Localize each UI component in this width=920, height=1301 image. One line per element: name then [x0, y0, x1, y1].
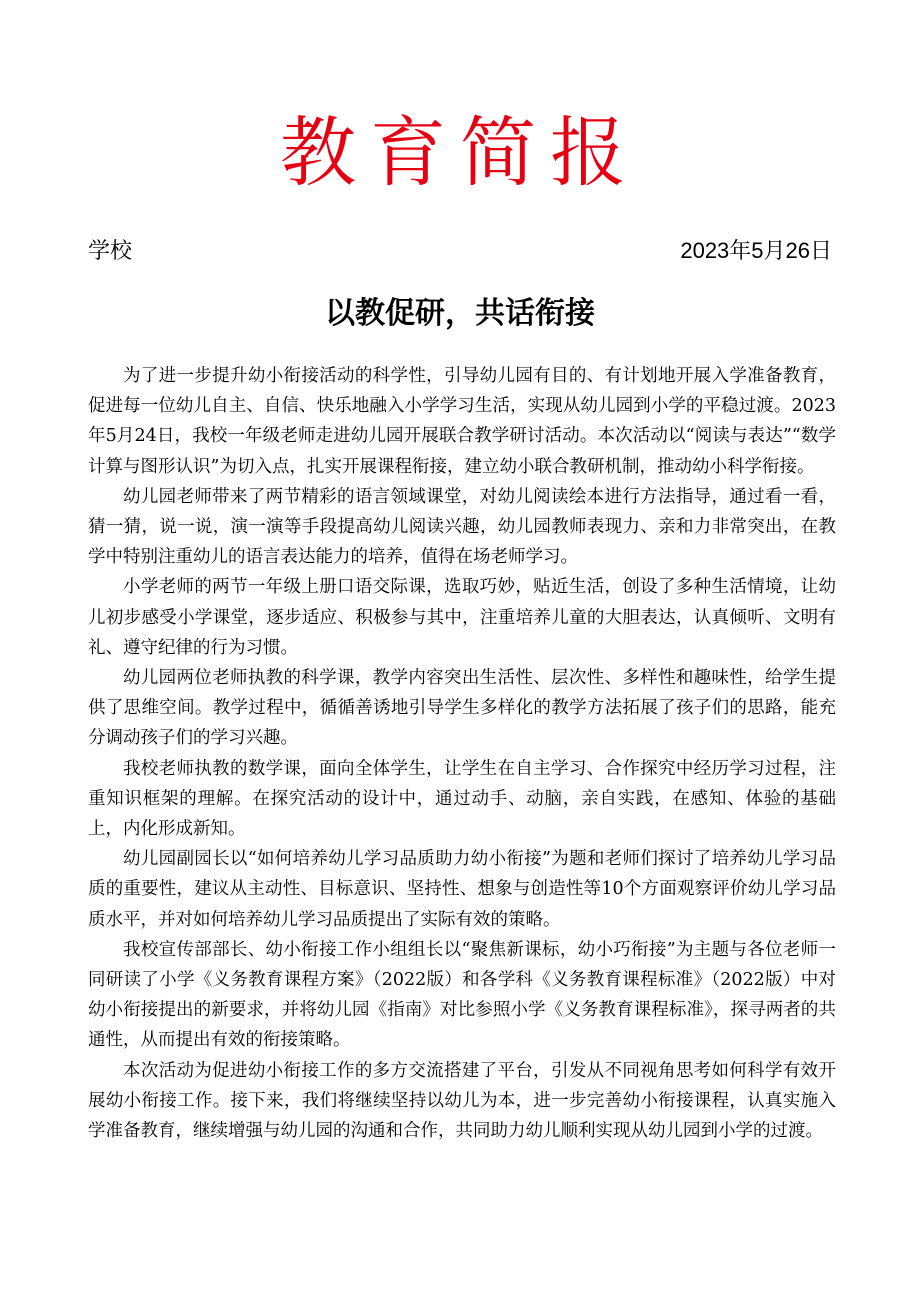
paragraph: 幼儿园两位老师执教的科学课，教学内容突出生活性、层次性、多样性和趣味性，给学生提供了思维空间。教学过程中，循循善诱地引导学生多样化的教学方法拓展了孩子们的思路，能充分调动孩子们的学习兴趣。	[88, 668, 836, 749]
article-body	[88, 361, 836, 1146]
paragraph: 我校老师执教的数学课，面向全体学生，让学生在自主学习、合作探究中经历学习过程，注重知识框架的理解。在探究活动的设计中，通过动手、动脑，亲自实践，在感知、体验的基础上，内化形成新知。	[88, 758, 836, 840]
paragraph: 小学老师的两节一年级上册口语交际课，选取巧妙，贴近生活，创设了多种生活情境，让幼儿初步感受小学课堂，逐步适应、积极参与其中，注重培养儿童的大胆表达，认真倾听、文明有礼、遵守纪律的行为习惯。	[88, 577, 836, 658]
meta-row	[88, 228, 832, 268]
paragraph: 幼儿园副园长以“如何培养幼儿学习品质助力幼小衔接”为题和老师们探讨了培养幼儿学习品质的重要性，建议从主动性、目标意识、坚持性、想象与创造性等10个方面观察评价幼儿学习品质水平，并对如何培养幼儿学习品质提出了实际有效的策略。	[88, 849, 836, 930]
paragraph: 为了进一步提升幼小衔接活动的科学性，引导幼儿园有目的、有计划地开展入学准备教育，促进每一位幼儿自主、自信、快乐地融入小学学习生活，实现从幼儿园到小学的平稳过渡。2023年5月24日，我校一年级老师走进幼儿园开展联合教学研讨活动。本次活动以“阅读与表达”“数学计算与图形认识”为切入点，扎实开展课程衔接，建立幼小联合教研机制，推动幼小科学衔接。	[88, 366, 836, 477]
paragraph: 幼儿园老师带来了两节精彩的语言领域课堂，对幼儿阅读绘本进行方法指导，通过看一看，猜一猜，说一说，演一演等手段提高幼儿阅读兴趣，幼儿园教师表现力、亲和力非常突出，在教学中特别注重幼儿的语言表达能力的培养，值得在场老师学习。	[88, 486, 836, 568]
school-name: 学校	[88, 238, 133, 263]
publish-date: 2023年5月26日	[680, 238, 832, 263]
paragraph: 本次活动为促进幼小衔接工作的多方交流搭建了平台，引发从不同视角思考如何科学有效开展幼小衔接工作。接下来，我们将继续坚持以幼儿为本，进一步完善幼小衔接课程，认真实施入学准备教育，继续增强与幼儿园的沟通和合作，共同助力幼儿顺利实现从幼儿园到小学的过渡。	[88, 1060, 836, 1142]
article-title: 以教促研，共话衔接	[325, 296, 595, 331]
newsletter-masthead: 教育简报	[280, 108, 640, 197]
paragraph: 我校宣传部部长、幼小衔接工作小组组长以“聚焦新课标，幼小巧衔接”为主题与各位老师一同研读了小学《义务教育课程方案》（2022版）和各学科《义务教育课程标准》（2022版）中对幼小衔接提出的新要求，并将幼儿园《指南》对比参照小学《义务教育课程标准》，探寻两者的共通性，从而提出有效的衔接策略。	[88, 939, 836, 1051]
